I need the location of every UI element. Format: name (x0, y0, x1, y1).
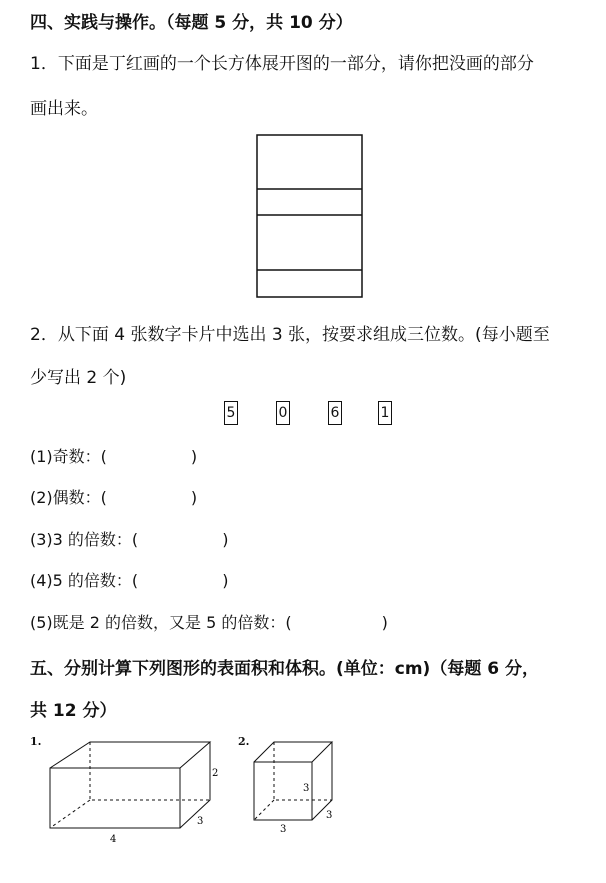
figure-1-cuboid (40, 738, 230, 848)
item-multiple-of-5 (30, 568, 228, 591)
cuboid-1-hidden-edge-b (50, 800, 90, 828)
cube-right-face (312, 742, 332, 820)
item-multiple-of-5-label: (4)5 的倍数：( (30, 571, 139, 590)
question-1-text-line2: 画出来。 (30, 99, 98, 119)
item-odd-label: (1)奇数：( (30, 447, 107, 466)
section-5-heading-line2: 共 12 分） (30, 701, 117, 721)
figure-2-cube (248, 738, 358, 838)
item-odd-close: ) (190, 447, 198, 466)
cuboid-1-height-label: 2 (212, 768, 219, 779)
number-card-0: 0 (276, 401, 290, 425)
number-card-6: 6 (328, 401, 342, 425)
partial-net-figure (256, 134, 364, 299)
cube-front-edge-label: 3 (280, 824, 287, 835)
item-multiple-of-2-and-5 (30, 610, 388, 633)
cuboid-1-front-face (50, 768, 180, 828)
item-multiple-of-2-and-5-label: (5)既是 2 的倍数，又是 5 的倍数：( (30, 613, 292, 632)
section-4-heading: 四、实践与操作。（每题 5 分，共 10 分） (30, 13, 353, 33)
cuboid-1-hidden-edges-a (90, 742, 210, 800)
item-multiple-of-2-and-5-close: ) (381, 613, 388, 632)
question-2-text-line1: 2．从下面 4 张数字卡片中选出 3 张，按要求组成三位数。(每小题至 (30, 325, 550, 345)
question-1-text-line1: 1．下面是丁红画的一个长方体展开图的一部分，请你把没画的部分 (30, 54, 534, 74)
section-5-heading-line1: 五、分别计算下列图形的表面积和体积。(单位：cm)（每题 6 分， (30, 659, 539, 679)
cuboid-1-length-label: 4 (110, 834, 117, 845)
cube-top-face (254, 742, 332, 762)
figure-2-number: 2. (238, 735, 250, 748)
cuboid-1-width-label: 3 (197, 816, 204, 827)
cuboid-1-top-face (50, 742, 210, 768)
question-2-text-line2: 少写出 2 个) (30, 368, 127, 388)
item-even-close: ) (190, 488, 198, 507)
item-even-label: (2)偶数：( (30, 488, 107, 507)
item-multiple-of-3-label: (3)3 的倍数：( (30, 530, 139, 549)
net-outline (257, 135, 362, 297)
cube-inner-edge-label: 3 (303, 783, 310, 794)
number-card-1: 1 (378, 401, 392, 425)
number-card-5: 5 (224, 401, 238, 425)
item-odd (30, 444, 197, 467)
item-even (30, 485, 197, 508)
figure-1-number: 1. (30, 735, 42, 748)
cube-side-edge-label: 3 (326, 810, 333, 821)
item-multiple-of-3-close: ) (222, 530, 229, 549)
item-multiple-of-5-close: ) (222, 571, 229, 590)
cube-hidden-edge-b (254, 800, 274, 820)
item-multiple-of-3 (30, 527, 228, 550)
